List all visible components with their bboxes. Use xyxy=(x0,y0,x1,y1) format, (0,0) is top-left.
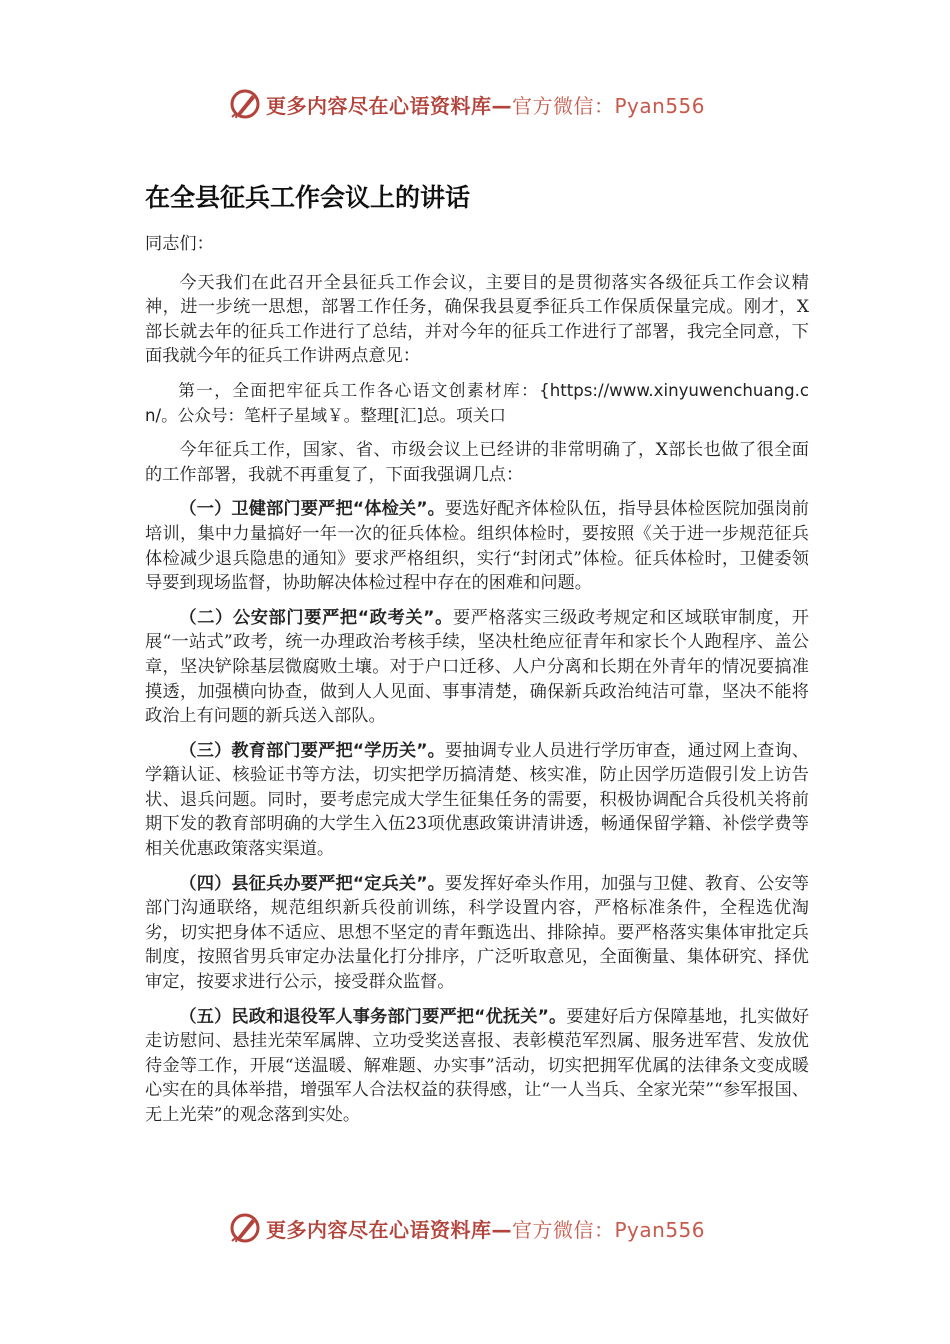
intro-paragraph: 今天我们在此召开全县征兵工作会议，主要目的是贯彻落实各级征兵工作会议精神，进一步统一思想，部署工作任务，确保我县夏季征兵工作保质保量完成。刚才，X部长就去年的征兵工作进行了总结，并对今年的征兵工作进行了部署，我完全同意，下面我就今年的征兵工作讲两点意见： xyxy=(145,272,809,367)
banner-wechat: 官方微信：Pyan556 xyxy=(512,1217,706,1242)
item-paragraph xyxy=(145,497,809,595)
banner-text: 更多内容尽在心语资料库— xyxy=(266,93,512,118)
document-body xyxy=(145,232,809,1138)
item-heading: （五）民政和退役军人事务部门要严把“优抚关”。 xyxy=(179,1006,567,1027)
item-heading: （三）教育部门要严把“学历关”。 xyxy=(179,740,446,761)
footer-banner xyxy=(228,1208,705,1248)
item-body: 要抽调专业人员进行学历审查，通过网上查询、学籍认证、核验证书等方法，切实把学历搞清楚、核实准，防止因学历造假引发上访告状、退兵问题。同时，要考虑完成大学生征集任务的需要，积极协调配合兵役机关将前期下发的教育部明确的大学生入伍23项优惠政策讲清讲透，畅通保留学籍、补偿学费等相关优惠政策落实渠道。 xyxy=(145,740,809,860)
item-body: 要发挥好牵头作用，加强与卫健、教育、公安等部门沟通联络，规范组织新兵役前训练，科学设置内容，严格标准条件，全程选优淘劣，切实把身体不适应、思想不坚定的青年甄选出、排除掉。要严格落实集体审批定兵制度，按照省男兵审定办法量化打分排序，广泛听取意见，全面衡量、集体研究、择优审定，按要求进行公示，接受群众监督。 xyxy=(145,873,809,993)
item-paragraph xyxy=(145,1005,809,1128)
item-heading: （一）卫健部门要严把“体检关”。 xyxy=(179,499,446,520)
section-intro: 今年征兵工作，国家、省、市级会议上已经讲的非常明确了，X部长也做了很全面的工作部署，我就不再重复了，下面我强调几点： xyxy=(145,440,809,485)
salutation: 同志们： xyxy=(145,234,214,254)
item-heading: （四）县征兵办要严把“定兵关”。 xyxy=(179,873,446,894)
banner-wechat: 官方微信：Pyan556 xyxy=(512,93,706,118)
item-paragraph xyxy=(145,739,809,862)
section-heading: 第一，全面把牢征兵工作各心语文创素材库：{https://www.xinyuwenchuang.cn/。公众号：笔杆子星域￥。整理[汇]总。项关口 xyxy=(145,380,809,425)
item-body: 要建好后方保障基地，扎实做好走访慰问、悬挂光荣军属牌、立功受奖送喜报、表彰模范军烈属、服务进军营、发放优待金等工作，开展“送温暖、解难题、办实事”活动，切实把拥军优属的法律条文变成暖心实在的具体举措，增强军人合法权益的获得感，让“一人当兵、全家光荣”“参军报国、无上光荣”的观念落到实处。 xyxy=(145,1006,809,1125)
banner-text: 更多内容尽在心语资料库— xyxy=(266,1217,512,1242)
item-paragraph xyxy=(145,606,809,729)
header-banner xyxy=(228,84,705,124)
item-heading: （二）公安部门要严把“政考关”。 xyxy=(179,607,453,628)
page-title: 在全县征兵工作会议上的讲话 xyxy=(145,183,471,212)
pen-logo-icon xyxy=(228,87,262,121)
item-body: 要选好配齐体检队伍，指导县体检医院加强岗前培训，集中力量搞好一年一次的征兵体检。组织体检时，要按照《关于进一步规范征兵体检减少退兵隐患的通知》要求严格组织，实行“封闭式”体检。征兵体检时，卫健委领导要到现场监督，协助解决体检过程中存在的困难和问题。 xyxy=(145,499,809,594)
pen-logo-icon xyxy=(228,1211,262,1245)
item-body: 要严格落实三级政考规定和区域联审制度，开展“一站式”政考，统一办理政治考核手续，坚决杜绝应征青年和家长个人跑程序、盖公章，坚决铲除基层微腐败土壤。对于户口迁移、人户分离和长期在外青年的情况要搞准摸透，加强横向协查，做到人人见面、事事清楚，确保新兵政治纯洁可靠，坚决不能将政治上有问题的新兵送入部队。 xyxy=(145,607,809,727)
item-paragraph xyxy=(145,872,809,995)
